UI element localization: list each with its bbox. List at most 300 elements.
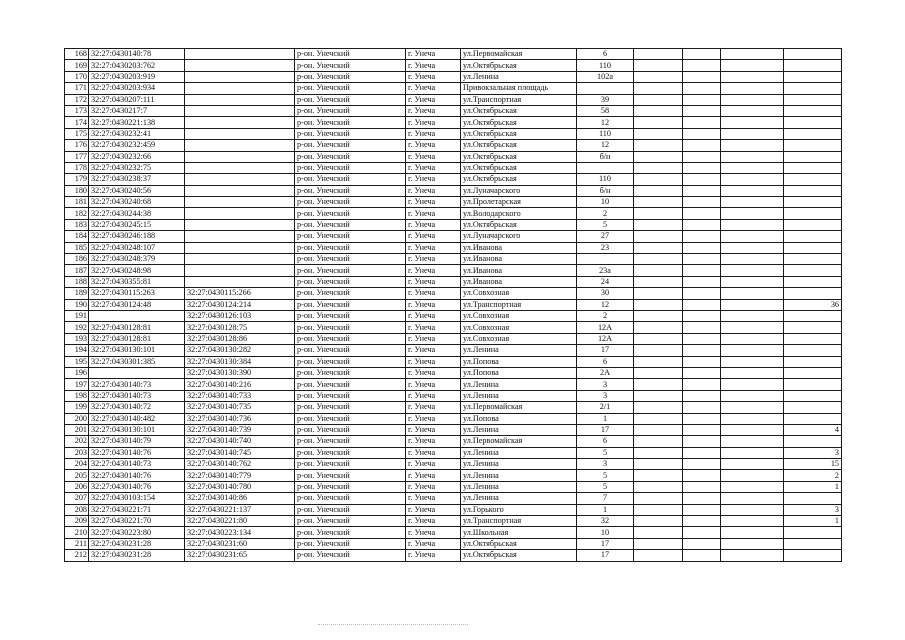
cell-extra-col-1 <box>634 231 683 242</box>
cell-quantity: 36 <box>784 299 842 310</box>
cell-extra-col-1 <box>634 71 683 82</box>
cell-row-number: 197 <box>65 379 89 390</box>
cell-district: р-он. Унечский <box>295 219 406 230</box>
cell-extra-col-1 <box>634 151 683 162</box>
cell-extra-col-1 <box>634 60 683 71</box>
cell-extra-col-3 <box>721 197 784 208</box>
cell-row-number: 207 <box>65 493 89 504</box>
cell-city: г. Унеча <box>406 219 461 230</box>
cell-street: ул.Иванова <box>461 276 577 287</box>
cell-cadastral-number: 32:27:0430232:459 <box>89 140 185 151</box>
cell-extra-col-2 <box>683 162 721 173</box>
cell-house-number: 5 <box>577 481 634 492</box>
cell-extra-col-1 <box>634 356 683 367</box>
cell-house-number: 110 <box>577 174 634 185</box>
cell-street: ул.Попова <box>461 367 577 378</box>
cell-house-number: 1 <box>577 413 634 424</box>
cell-quantity: 4 <box>784 424 842 435</box>
cell-row-number: 203 <box>65 447 89 458</box>
cell-cadastral-number: 32:27:0430140:73 <box>89 459 185 470</box>
cell-quantity: 1 <box>784 481 842 492</box>
cell-object-cadastral-number <box>185 94 295 105</box>
cell-quantity <box>784 436 842 447</box>
table-row <box>65 550 842 561</box>
cell-extra-col-2 <box>683 481 721 492</box>
table-row <box>65 424 842 435</box>
cell-cadastral-number: 32:27:0430248:379 <box>89 254 185 265</box>
cell-district: р-он. Унечский <box>295 413 406 424</box>
cell-district: р-он. Унечский <box>295 516 406 527</box>
cell-extra-col-2 <box>683 185 721 196</box>
cell-extra-col-1 <box>634 276 683 287</box>
cell-object-cadastral-number: 32:27:0430128:86 <box>185 333 295 344</box>
cell-extra-col-3 <box>721 470 784 481</box>
cell-row-number: 181 <box>65 197 89 208</box>
cell-quantity <box>784 151 842 162</box>
cell-house-number: 5 <box>577 470 634 481</box>
cell-object-cadastral-number <box>185 128 295 139</box>
table-row <box>65 504 842 515</box>
cell-object-cadastral-number <box>185 219 295 230</box>
cell-extra-col-3 <box>721 60 784 71</box>
cell-street: ул.Транспортная <box>461 299 577 310</box>
cell-street: ул.Октябрьская <box>461 140 577 151</box>
cell-object-cadastral-number: 32:27:0430115:266 <box>185 288 295 299</box>
table-row <box>65 516 842 527</box>
cell-extra-col-2 <box>683 436 721 447</box>
cell-house-number <box>577 83 634 94</box>
cell-row-number: 168 <box>65 49 89 60</box>
cell-city: г. Унеча <box>406 276 461 287</box>
cell-row-number: 185 <box>65 242 89 253</box>
cell-district: р-он. Унечский <box>295 402 406 413</box>
cell-city: г. Унеча <box>406 151 461 162</box>
cell-extra-col-1 <box>634 83 683 94</box>
cell-row-number: 178 <box>65 162 89 173</box>
cell-quantity: 15 <box>784 459 842 470</box>
cell-extra-col-3 <box>721 208 784 219</box>
cell-city: г. Унеча <box>406 424 461 435</box>
cell-row-number: 190 <box>65 299 89 310</box>
cell-street: ул.Школьная <box>461 527 577 538</box>
cell-extra-col-1 <box>634 345 683 356</box>
cell-row-number: 180 <box>65 185 89 196</box>
cell-extra-col-2 <box>683 71 721 82</box>
cell-cadastral-number: 32:27:0430223:80 <box>89 527 185 538</box>
cell-extra-col-3 <box>721 436 784 447</box>
cell-cadastral-number: 32:27:0430238:37 <box>89 174 185 185</box>
cell-cadastral-number: 32:27:0430301:385 <box>89 356 185 367</box>
cell-extra-col-2 <box>683 310 721 321</box>
cell-extra-col-2 <box>683 174 721 185</box>
cell-object-cadastral-number: 32:27:0430140:86 <box>185 493 295 504</box>
cell-house-number: 3 <box>577 379 634 390</box>
cell-extra-col-1 <box>634 49 683 60</box>
cell-extra-col-2 <box>683 516 721 527</box>
cell-extra-col-3 <box>721 356 784 367</box>
cell-extra-col-1 <box>634 459 683 470</box>
cell-cadastral-number: 32:27:0430140:76 <box>89 481 185 492</box>
cell-extra-col-3 <box>721 231 784 242</box>
cell-city: г. Унеча <box>406 504 461 515</box>
cell-quantity <box>784 49 842 60</box>
cell-row-number: 212 <box>65 550 89 561</box>
table-row <box>65 459 842 470</box>
cell-extra-col-1 <box>634 242 683 253</box>
cell-district: р-он. Унечский <box>295 550 406 561</box>
cell-quantity <box>784 254 842 265</box>
table-row <box>65 276 842 287</box>
cell-cadastral-number: 32:27:0430246:188 <box>89 231 185 242</box>
cell-extra-col-2 <box>683 345 721 356</box>
table-row <box>65 71 842 82</box>
cell-street: ул.Пролетарская <box>461 197 577 208</box>
cell-quantity: 3 <box>784 504 842 515</box>
cell-house-number: 1 <box>577 504 634 515</box>
table-row <box>65 299 842 310</box>
table-row <box>65 265 842 276</box>
cell-street: ул.Ленина <box>461 345 577 356</box>
cell-row-number: 191 <box>65 310 89 321</box>
cell-street: ул.Ленина <box>461 71 577 82</box>
cell-extra-col-2 <box>683 470 721 481</box>
cell-row-number: 183 <box>65 219 89 230</box>
cell-city: г. Унеча <box>406 71 461 82</box>
cell-extra-col-3 <box>721 402 784 413</box>
table-row <box>65 254 842 265</box>
cell-object-cadastral-number: 32:27:0430140:740 <box>185 436 295 447</box>
cadastre-table <box>64 48 842 562</box>
cell-extra-col-1 <box>634 504 683 515</box>
cell-extra-col-2 <box>683 105 721 116</box>
cell-cadastral-number: 32:27:0430217:7 <box>89 105 185 116</box>
cell-cadastral-number: 32:27:0430130:101 <box>89 424 185 435</box>
cell-object-cadastral-number: 32:27:0430140:745 <box>185 447 295 458</box>
cell-house-number: 6 <box>577 436 634 447</box>
cell-house-number: 2А <box>577 367 634 378</box>
table-row <box>65 447 842 458</box>
table-row <box>65 379 842 390</box>
cell-district: р-он. Унечский <box>295 60 406 71</box>
cell-street: ул.Луначарского <box>461 231 577 242</box>
cell-extra-col-1 <box>634 265 683 276</box>
cell-district: р-он. Унечский <box>295 345 406 356</box>
cell-street: ул.Октябрьская <box>461 151 577 162</box>
cell-extra-col-1 <box>634 174 683 185</box>
cell-extra-col-2 <box>683 459 721 470</box>
cell-house-number: 32 <box>577 516 634 527</box>
cell-extra-col-3 <box>721 162 784 173</box>
cell-extra-col-1 <box>634 128 683 139</box>
cell-object-cadastral-number <box>185 83 295 94</box>
cell-quantity <box>784 71 842 82</box>
table-row <box>65 60 842 71</box>
cell-extra-col-3 <box>721 504 784 515</box>
cell-district: р-он. Унечский <box>295 185 406 196</box>
cell-city: г. Унеча <box>406 299 461 310</box>
cell-cadastral-number: 32:27:0430140:482 <box>89 413 185 424</box>
cell-city: г. Унеча <box>406 254 461 265</box>
cell-extra-col-2 <box>683 322 721 333</box>
cell-row-number: 184 <box>65 231 89 242</box>
cell-city: г. Унеча <box>406 185 461 196</box>
cell-extra-col-3 <box>721 367 784 378</box>
cell-street: ул.Октябрьская <box>461 60 577 71</box>
cell-row-number: 182 <box>65 208 89 219</box>
cell-quantity <box>784 345 842 356</box>
cell-street: ул.Ленина <box>461 481 577 492</box>
cell-city: г. Унеча <box>406 128 461 139</box>
cell-city: г. Унеча <box>406 322 461 333</box>
cell-street: ул.Первомайская <box>461 436 577 447</box>
table-row <box>65 49 842 60</box>
cell-extra-col-3 <box>721 550 784 561</box>
cell-quantity <box>784 185 842 196</box>
cell-extra-col-3 <box>721 83 784 94</box>
cell-extra-col-1 <box>634 367 683 378</box>
cell-city: г. Унеча <box>406 516 461 527</box>
cell-object-cadastral-number <box>185 185 295 196</box>
cell-district: р-он. Унечский <box>295 276 406 287</box>
cell-row-number: 204 <box>65 459 89 470</box>
cell-extra-col-1 <box>634 140 683 151</box>
cell-district: р-он. Унечский <box>295 151 406 162</box>
cell-cadastral-number: 32:27:0430203:919 <box>89 71 185 82</box>
table-row <box>65 333 842 344</box>
cell-extra-col-2 <box>683 504 721 515</box>
cell-row-number: 173 <box>65 105 89 116</box>
cell-district: р-он. Унечский <box>295 265 406 276</box>
cell-quantity <box>784 117 842 128</box>
table-row <box>65 140 842 151</box>
cell-object-cadastral-number: 32:27:0430140:735 <box>185 402 295 413</box>
cell-extra-col-3 <box>721 424 784 435</box>
cell-extra-col-2 <box>683 140 721 151</box>
cell-street: ул.Октябрьская <box>461 538 577 549</box>
cell-object-cadastral-number <box>185 162 295 173</box>
cell-district: р-он. Унечский <box>295 424 406 435</box>
cell-quantity <box>784 128 842 139</box>
cell-quantity <box>784 162 842 173</box>
cell-street: ул.Горького <box>461 504 577 515</box>
cell-extra-col-3 <box>721 105 784 116</box>
cell-cadastral-number: 32:27:0430140:79 <box>89 436 185 447</box>
cell-district: р-он. Унечский <box>295 49 406 60</box>
cell-extra-col-3 <box>721 310 784 321</box>
cell-cadastral-number: 32:27:0430128:81 <box>89 322 185 333</box>
cell-house-number: 10 <box>577 197 634 208</box>
cell-extra-col-3 <box>721 413 784 424</box>
cell-city: г. Унеча <box>406 402 461 413</box>
cell-district: р-он. Унечский <box>295 322 406 333</box>
cell-district: р-он. Унечский <box>295 310 406 321</box>
cell-house-number: б/н <box>577 151 634 162</box>
cell-object-cadastral-number: 32:27:0430130:390 <box>185 367 295 378</box>
cell-extra-col-1 <box>634 219 683 230</box>
cell-object-cadastral-number: 32:27:0430140:780 <box>185 481 295 492</box>
table-row <box>65 481 842 492</box>
cell-district: р-он. Унечский <box>295 436 406 447</box>
cell-quantity <box>784 105 842 116</box>
cell-object-cadastral-number <box>185 276 295 287</box>
cell-extra-col-3 <box>721 117 784 128</box>
cell-row-number: 187 <box>65 265 89 276</box>
cell-quantity <box>784 550 842 561</box>
table-row <box>65 367 842 378</box>
cell-object-cadastral-number <box>185 254 295 265</box>
cell-house-number: 5 <box>577 447 634 458</box>
cell-quantity <box>784 288 842 299</box>
cell-city: г. Унеча <box>406 413 461 424</box>
cell-row-number: 211 <box>65 538 89 549</box>
cell-extra-col-2 <box>683 356 721 367</box>
cell-city: г. Унеча <box>406 390 461 401</box>
cell-quantity <box>784 197 842 208</box>
cell-extra-col-3 <box>721 174 784 185</box>
cell-row-number: 186 <box>65 254 89 265</box>
cell-cadastral-number: 32:27:0430207:111 <box>89 94 185 105</box>
cell-city: г. Унеча <box>406 493 461 504</box>
cell-cadastral-number: 32:27:0430240:56 <box>89 185 185 196</box>
cell-row-number: 172 <box>65 94 89 105</box>
cell-row-number: 201 <box>65 424 89 435</box>
cell-extra-col-3 <box>721 379 784 390</box>
cell-row-number: 198 <box>65 390 89 401</box>
cell-cadastral-number <box>89 310 185 321</box>
table-row <box>65 128 842 139</box>
cell-street: ул.Совхозная <box>461 310 577 321</box>
cell-street: ул.Ленина <box>461 470 577 481</box>
cell-object-cadastral-number: 32:27:0430140:216 <box>185 379 295 390</box>
cell-city: г. Унеча <box>406 481 461 492</box>
cell-object-cadastral-number: 32:27:0430140:739 <box>185 424 295 435</box>
cell-quantity <box>784 276 842 287</box>
cell-extra-col-2 <box>683 527 721 538</box>
cell-extra-col-2 <box>683 333 721 344</box>
cell-extra-col-2 <box>683 299 721 310</box>
cell-extra-col-2 <box>683 197 721 208</box>
cell-house-number: 3 <box>577 390 634 401</box>
cell-object-cadastral-number: 32:27:0430130:384 <box>185 356 295 367</box>
cell-row-number: 177 <box>65 151 89 162</box>
cell-street: ул.Октябрьская <box>461 219 577 230</box>
cell-house-number: 110 <box>577 128 634 139</box>
table-row <box>65 174 842 185</box>
cell-row-number: 208 <box>65 504 89 515</box>
cell-row-number: 175 <box>65 128 89 139</box>
cell-district: р-он. Унечский <box>295 242 406 253</box>
table-row <box>65 413 842 424</box>
cell-row-number: 210 <box>65 527 89 538</box>
table-row <box>65 470 842 481</box>
cell-extra-col-3 <box>721 527 784 538</box>
cell-extra-col-2 <box>683 379 721 390</box>
cell-extra-col-2 <box>683 231 721 242</box>
cell-extra-col-2 <box>683 390 721 401</box>
cell-object-cadastral-number <box>185 208 295 219</box>
cell-quantity <box>784 538 842 549</box>
table-row <box>65 356 842 367</box>
cell-city: г. Унеча <box>406 208 461 219</box>
cell-row-number: 176 <box>65 140 89 151</box>
cell-street: ул.Первомайская <box>461 49 577 60</box>
cell-district: р-он. Унечский <box>295 162 406 173</box>
cell-object-cadastral-number <box>185 60 295 71</box>
cell-extra-col-1 <box>634 197 683 208</box>
cell-object-cadastral-number <box>185 151 295 162</box>
cell-district: р-он. Унечский <box>295 390 406 401</box>
cell-object-cadastral-number: 32:27:0430221:137 <box>185 504 295 515</box>
cell-house-number <box>577 254 634 265</box>
cell-object-cadastral-number <box>185 197 295 208</box>
cell-quantity <box>784 219 842 230</box>
cell-extra-col-3 <box>721 322 784 333</box>
cell-house-number: 10 <box>577 527 634 538</box>
cell-cadastral-number: 32:27:0430103:154 <box>89 493 185 504</box>
cell-district: р-он. Унечский <box>295 379 406 390</box>
cell-house-number: 17 <box>577 345 634 356</box>
cell-extra-col-3 <box>721 447 784 458</box>
cell-house-number: 30 <box>577 288 634 299</box>
cell-street: ул.Транспортная <box>461 94 577 105</box>
cell-cadastral-number: 32:27:0430140:73 <box>89 390 185 401</box>
cell-house-number: 5 <box>577 219 634 230</box>
cell-house-number: 2 <box>577 310 634 321</box>
table-body <box>65 49 842 562</box>
cell-extra-col-1 <box>634 390 683 401</box>
cell-city: г. Унеча <box>406 242 461 253</box>
cell-district: р-он. Унечский <box>295 470 406 481</box>
cell-district: р-он. Унечский <box>295 208 406 219</box>
cell-extra-col-3 <box>721 49 784 60</box>
cell-city: г. Унеча <box>406 60 461 71</box>
cell-extra-col-2 <box>683 413 721 424</box>
cell-object-cadastral-number <box>185 140 295 151</box>
cell-object-cadastral-number: 32:27:0430140:762 <box>185 459 295 470</box>
cell-cadastral-number: 32:27:0430248:98 <box>89 265 185 276</box>
cell-street: ул.Ленина <box>461 390 577 401</box>
cell-house-number: 2 <box>577 208 634 219</box>
cell-quantity <box>784 367 842 378</box>
cell-house-number: 17 <box>577 550 634 561</box>
table-row <box>65 288 842 299</box>
cell-extra-col-3 <box>721 71 784 82</box>
cell-row-number: 202 <box>65 436 89 447</box>
cell-quantity <box>784 140 842 151</box>
cell-extra-col-1 <box>634 516 683 527</box>
cell-extra-col-2 <box>683 242 721 253</box>
cell-extra-col-2 <box>683 424 721 435</box>
cell-house-number: 27 <box>577 231 634 242</box>
cell-object-cadastral-number: 32:27:0430140:733 <box>185 390 295 401</box>
cell-row-number: 171 <box>65 83 89 94</box>
cell-extra-col-3 <box>721 276 784 287</box>
cell-cadastral-number: 32:27:0430140:72 <box>89 402 185 413</box>
cell-district: р-он. Унечский <box>295 493 406 504</box>
cell-house-number: 12 <box>577 140 634 151</box>
cell-quantity <box>784 174 842 185</box>
cell-street: ул.Ленина <box>461 447 577 458</box>
cell-city: г. Унеча <box>406 436 461 447</box>
cell-extra-col-3 <box>721 128 784 139</box>
cell-quantity <box>784 527 842 538</box>
cell-cadastral-number: 32:27:0430140:76 <box>89 470 185 481</box>
cell-quantity <box>784 242 842 253</box>
cell-cadastral-number: 32:27:0430232:66 <box>89 151 185 162</box>
cell-cadastral-number: 32:27:0430240:68 <box>89 197 185 208</box>
cell-city: г. Унеча <box>406 379 461 390</box>
cell-city: г. Унеча <box>406 94 461 105</box>
